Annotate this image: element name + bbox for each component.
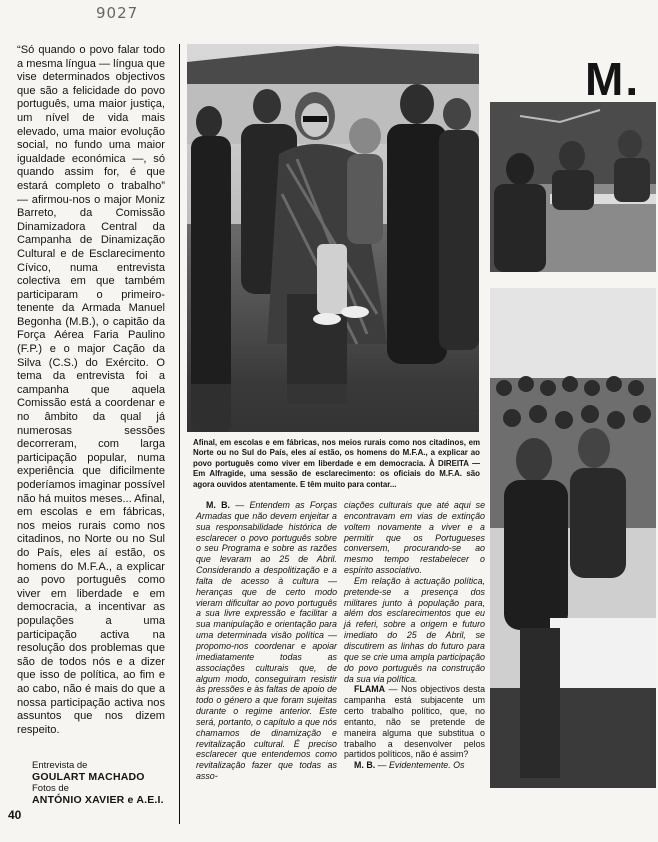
section-banner-letter: M. [585, 53, 641, 105]
interview-column-2: ciações culturais que até aqui se encontravam em vias de extinção voltem novamente a viver e a permitir que os Portugueses conversem, procurando-se ao mesmo tempo restabelecer o espírito associativo. Em relação à actuação política, pretende-se a presença dos militares junto à população para, além dos esclarecimentos que eu já referi, sobre a origem e futuro imediato do 25 de Abril, se discutirem as linhas do futuro para que se crie uma ampla participação do povo português na construção da sua via política. FLAMA — Nos objectivos desta campanha está subjacente um certo trabalho político, que, no entanto, não se pretende de maneira alguma que substitua o trabalho a desenvolver pelos partidos políticos, não é assim? M. B. — Evidentemente. Os [344, 500, 486, 771]
politics-paragraph: Em relação à actuação política, pretende-se a presença dos militares junto à população para, além dos esclarecimentos que eu já referi, sobre a origem e futuro imediato do 25 de Abril, se discutirem as linhas do futuro para que se crie uma ampla participação do povo português na construção da sua via política. [344, 575, 485, 684]
photographers-name: ANTÓNIO XAVIER e A.E.I. [32, 793, 164, 806]
handwritten-archive-number: 9027 [96, 4, 139, 22]
speaker-label: M. B. [206, 500, 231, 510]
photos-label: Fotos de [32, 783, 69, 794]
intro-paragraph: “Só quando o povo falar todo a mesma língua — língua que vise determinados objectivos que são a felicidade do povo português, uma maior justiça, um nível de vida mais elevado, uma maior evolução social, no fundo uma maior igualdade económica —, só quando assim for, é que estará completo o trabalho” — afirmou-nos o major Moniz Barreto, da Comissão Dinamizadora Central da Campanha de Dinamização Cultural e de Esclarecimento Cívico, numa entrevista colectiva em que também participaram o primeiro-tenente da Armada Manuel Begonha (M.B.), o capitão da Força Aérea Faria Paulino (F.P.) e o major Cação da Silva (C.S.) do Exército. O tema da entrevista foi a campanha que aquela Comissão está a coordenar e no âmbito da qual já numerosas sessões decorreram, com larga participação popular, numa experiência que dificilmente poderíamos imaginar possível não há muitos meses... Afinal, em escolas e em fábricas, nos meios rurais como nos citadinos, no Norte ou no Sul do País, eles aí estão, os homens do M.F.A., a explicar ao povo português como viver em liberdade e em democracia, a incentivar as populações a uma participação activa na resolução dos problemas que são de todos nós e a dizer que isso de política, ao fim e ao cabo, não é mais do que a nossa participação activa nos assuntos que nos dizem respeito. [17, 44, 166, 736]
interviewer-name: GOULART MACHADO [32, 770, 145, 783]
intro-text [17, 44, 165, 737]
answer-start-text: Evidentemente. Os [389, 760, 465, 771]
interview-label: Entrevista de [32, 760, 88, 771]
credits [32, 760, 182, 806]
audience-session-photo [490, 288, 656, 788]
outdoor-crowd-photo [187, 44, 479, 432]
question-label: FLAMA [354, 684, 386, 695]
continued-paragraph: ciações culturais que até aqui se encontravam em vias de extinção voltem novamente a viver e a permitir que os Portugueses conversem, procurando-se ao mesmo tempo restabelecer o espírito associativo. [344, 500, 485, 576]
answer-speaker-label: M. B. [354, 760, 376, 771]
answer-text: Entendem as Forças Armadas que não devem enjeitar a sua responsabilidade histórica de esclarecer o povo português sobre o seu Programa e sobre as razões que levaram ao 25 de Abril. Considerando a despolitização e a falta de acesso à cultura — heranças que de certo modo vieram dificultar ao povo português a sua livre expressão e facilitar a sua manipulação e orientação para uma determinada visão política — propomo-nos coordenar e apoiar imediatamente todas as associações culturais que, de algum modo, conseguiram resistir às pressões e às faltas de apoio de todo o género a que foram sujeitas durante o regime anterior. Este será, portanto, o capítulo a que nós chamamos de dinamização e revitalização cultural. É preciso esclarecer que entendemos como revitalização fazer que todas as asso- [196, 500, 338, 782]
interview-column-1: M. B. — Entendem as Forças Armadas que não devem enjeitar a sua responsabilidade histórica de esclarecer o povo português sobre o seu Programa e sobre as razões que levaram ao 25 de Abril. Considerando a despolitização e a falta de acesso à cultura — heranças que de certo modo vieram dificultar ao povo português a sua livre expressão e facilitar a sua manipulação e orientação para uma determinada visão política — propomo-nos coordenar e apoiar imediatamente todas as associações culturais que, de algum modo, conseguiram resistir às pressões e às faltas de apoio de todo o género a que foram sujeitas durante o regime anterior. Este será, portanto, o capítulo a que nós chamamos de dinamização e revitalização cultural. É preciso esclarecer que entendemos como revitalização fazer que todas as asso- [196, 500, 338, 782]
page-number: 40 [8, 808, 22, 822]
question-text: Nos objectivos desta campanha está subjacente um certo trabalho político, que, no entanto, não se pretende de maneira alguma que substitua o trabalho a desenvolver pelos partidos políticos, não é assim? [344, 684, 486, 760]
column-divider [179, 44, 180, 824]
photo-caption: Afinal, em escolas e em fábricas, nos meios rurais como nos citadinos, em Norte ou no Sul do País, eles aí estão, os homens do M.F.A., a explicar ao povo português como viver em liberdade e em democracia. À DIREITA — Em Alfragide, uma sessão de esclarecimento: os oficiais do M.F.A. são agora ouvidos atentamente. E têm muito para contar... [193, 438, 480, 489]
